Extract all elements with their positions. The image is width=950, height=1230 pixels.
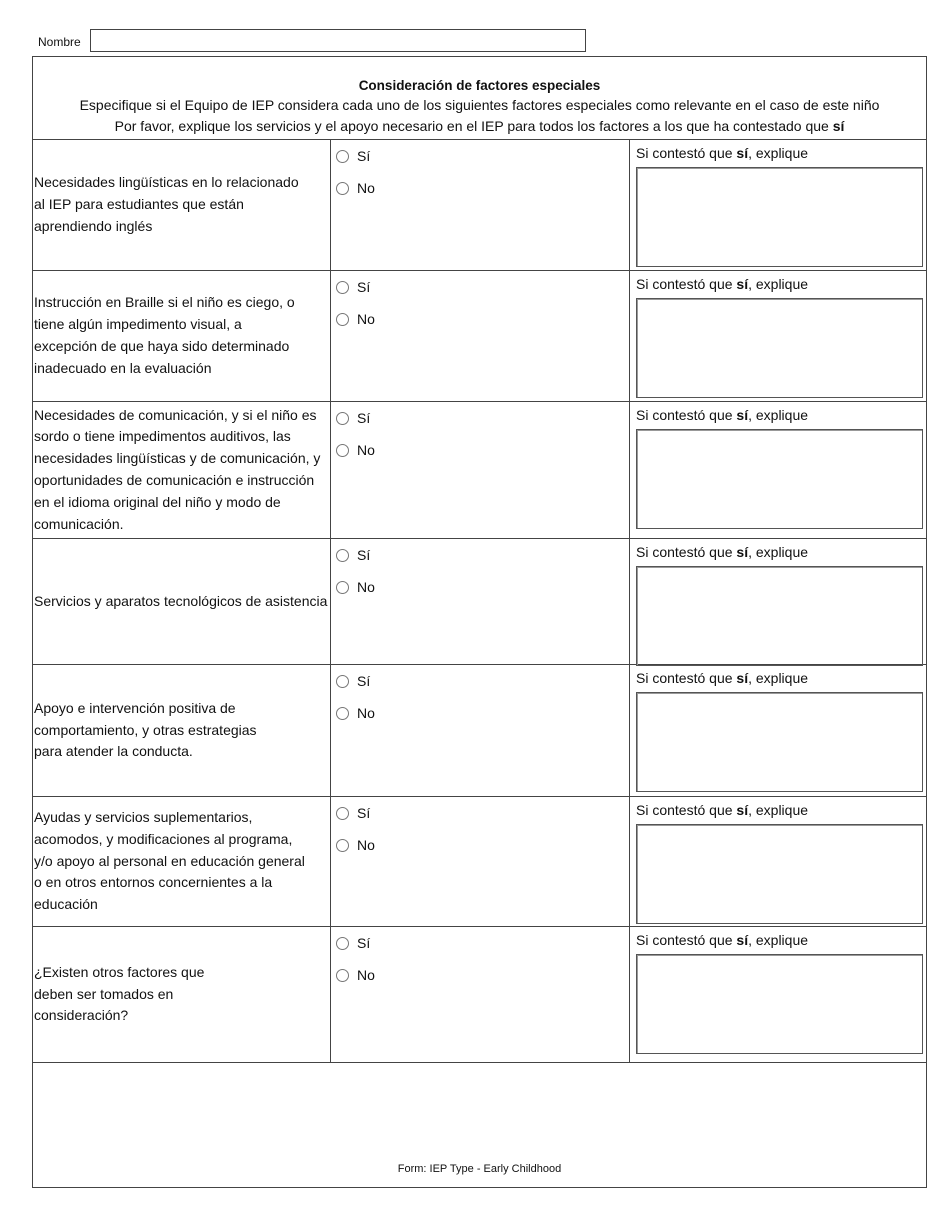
no-radio[interactable]	[336, 707, 349, 720]
instructions-line-2: Por favor, explique los servicios y el apoyo necesario en el IEP para todos los factores a los que ha contestado que sí	[114, 118, 845, 134]
yes-option[interactable]	[336, 277, 629, 297]
no-label: No	[357, 705, 375, 721]
yes-radio[interactable]	[336, 807, 349, 820]
form-footer: Form: IEP Type - Early Childhood	[397, 1163, 562, 1175]
no-label: No	[357, 579, 375, 595]
no-radio[interactable]	[336, 313, 349, 326]
yes-label: Sí	[357, 547, 371, 563]
factor-description-cell	[33, 665, 331, 796]
factor-answer-cell	[331, 927, 630, 1062]
explain-textarea[interactable]	[636, 692, 923, 792]
no-option[interactable]	[336, 309, 629, 329]
explain-textarea[interactable]	[636, 954, 923, 1054]
factor-row	[33, 402, 926, 539]
factor-description: Necesidades de comunicación, y si el niño es sordo o tiene impedimentos auditivos, las necesidades lingüísticas y de comunicación, y oportunidades de comunicación e instrucción en el idioma original del niño y modo de comunicación.	[34, 406, 321, 532]
explain-textarea[interactable]	[636, 429, 923, 529]
no-radio[interactable]	[336, 839, 349, 852]
factor-row	[33, 927, 926, 1063]
factor-answer-cell	[331, 665, 630, 796]
name-row	[38, 27, 586, 53]
factor-explain-cell	[630, 539, 926, 664]
no-option[interactable]	[336, 965, 629, 985]
no-option[interactable]	[336, 835, 629, 855]
yes-radio[interactable]	[336, 675, 349, 688]
factor-description: Instrucción en Braille si el niño es ciego, o tiene algún impedimento visual, a excepción de que haya sido determinado inadecuado en la evaluación	[34, 294, 295, 376]
factor-answer-cell	[331, 402, 630, 538]
factor-explain-cell	[630, 665, 926, 796]
explain-label: Si contestó que sí, explique	[636, 276, 809, 292]
factor-description: Ayudas y servicios suplementarios, acomodos, y modificaciones al programa, y/o apoyo al personal en educación general o en otros entornos concernientes a la educación	[34, 809, 305, 913]
yes-radio[interactable]	[336, 549, 349, 562]
factor-row	[33, 665, 926, 797]
yes-label: Sí	[357, 279, 371, 295]
instructions-line-1: Especifique si el Equipo de IEP considera cada uno de los siguientes factores especiales como relevante en el caso de este niño	[79, 97, 880, 113]
no-radio[interactable]	[336, 182, 349, 195]
explain-textarea[interactable]	[636, 566, 923, 666]
yes-label: Sí	[357, 148, 371, 164]
yes-option[interactable]	[336, 146, 629, 166]
factor-description: Necesidades lingüísticas en lo relacionado al IEP para estudiantes que están aprendiendo inglés	[34, 174, 299, 234]
form-title: Consideración de factores especiales	[358, 78, 601, 93]
explain-label: Si contestó que sí, explique	[636, 802, 809, 818]
factor-description: Apoyo e intervención positiva de comportamiento, y otras estrategias para atender la conducta.	[34, 699, 257, 760]
yes-label: Sí	[357, 805, 371, 821]
factor-row	[33, 539, 926, 665]
factor-description: ¿Existen otros factores que deben ser tomados en consideración?	[34, 963, 205, 1024]
no-radio[interactable]	[336, 581, 349, 594]
factor-explain-cell	[630, 927, 926, 1062]
yes-label: Sí	[357, 673, 371, 689]
no-radio[interactable]	[336, 444, 349, 457]
factor-explain-cell	[630, 402, 926, 538]
yes-radio[interactable]	[336, 281, 349, 294]
factor-description-cell	[33, 539, 331, 664]
no-label: No	[357, 180, 375, 196]
yes-label: Sí	[357, 935, 371, 951]
explain-textarea[interactable]	[636, 167, 923, 267]
special-factors-form	[32, 56, 927, 1188]
no-label: No	[357, 311, 375, 327]
factor-description-cell	[33, 271, 331, 401]
factor-answer-cell	[331, 140, 630, 270]
no-radio[interactable]	[336, 969, 349, 982]
name-label: Nombre	[38, 35, 81, 49]
no-option[interactable]	[336, 178, 629, 198]
factor-rows	[33, 140, 926, 1063]
yes-radio[interactable]	[336, 412, 349, 425]
factor-explain-cell	[630, 140, 926, 270]
factor-answer-cell	[331, 539, 630, 664]
factor-explain-cell	[630, 271, 926, 401]
factor-description-cell	[33, 797, 331, 926]
name-input[interactable]	[90, 29, 586, 52]
factor-description-cell	[33, 402, 331, 538]
factor-explain-cell	[630, 797, 926, 926]
factor-description-cell	[33, 140, 331, 270]
yes-option[interactable]	[336, 671, 629, 691]
no-label: No	[357, 967, 375, 983]
form-header	[33, 57, 926, 140]
explain-label: Si contestó que sí, explique	[636, 932, 809, 948]
yes-option[interactable]	[336, 545, 629, 565]
explain-label: Si contestó que sí, explique	[636, 670, 809, 686]
factor-row	[33, 271, 926, 402]
explain-label: Si contestó que sí, explique	[636, 145, 809, 161]
factor-answer-cell	[331, 797, 630, 926]
no-label: No	[357, 837, 375, 853]
no-label: No	[357, 442, 375, 458]
no-option[interactable]	[336, 703, 629, 723]
explain-label: Si contestó que sí, explique	[636, 544, 809, 560]
factor-row	[33, 140, 926, 271]
yes-option[interactable]	[336, 408, 629, 428]
yes-label: Sí	[357, 410, 371, 426]
factor-description: Servicios y aparatos tecnológicos de asistencia	[34, 592, 328, 609]
explain-label: Si contestó que sí, explique	[636, 407, 809, 423]
explain-textarea[interactable]	[636, 298, 923, 398]
yes-option[interactable]	[336, 803, 629, 823]
yes-option[interactable]	[336, 933, 629, 953]
yes-radio[interactable]	[336, 937, 349, 950]
factor-row	[33, 797, 926, 927]
yes-radio[interactable]	[336, 150, 349, 163]
factor-answer-cell	[331, 271, 630, 401]
factor-description-cell	[33, 927, 331, 1062]
no-option[interactable]	[336, 577, 629, 597]
no-option[interactable]	[336, 440, 629, 460]
explain-textarea[interactable]	[636, 824, 923, 924]
